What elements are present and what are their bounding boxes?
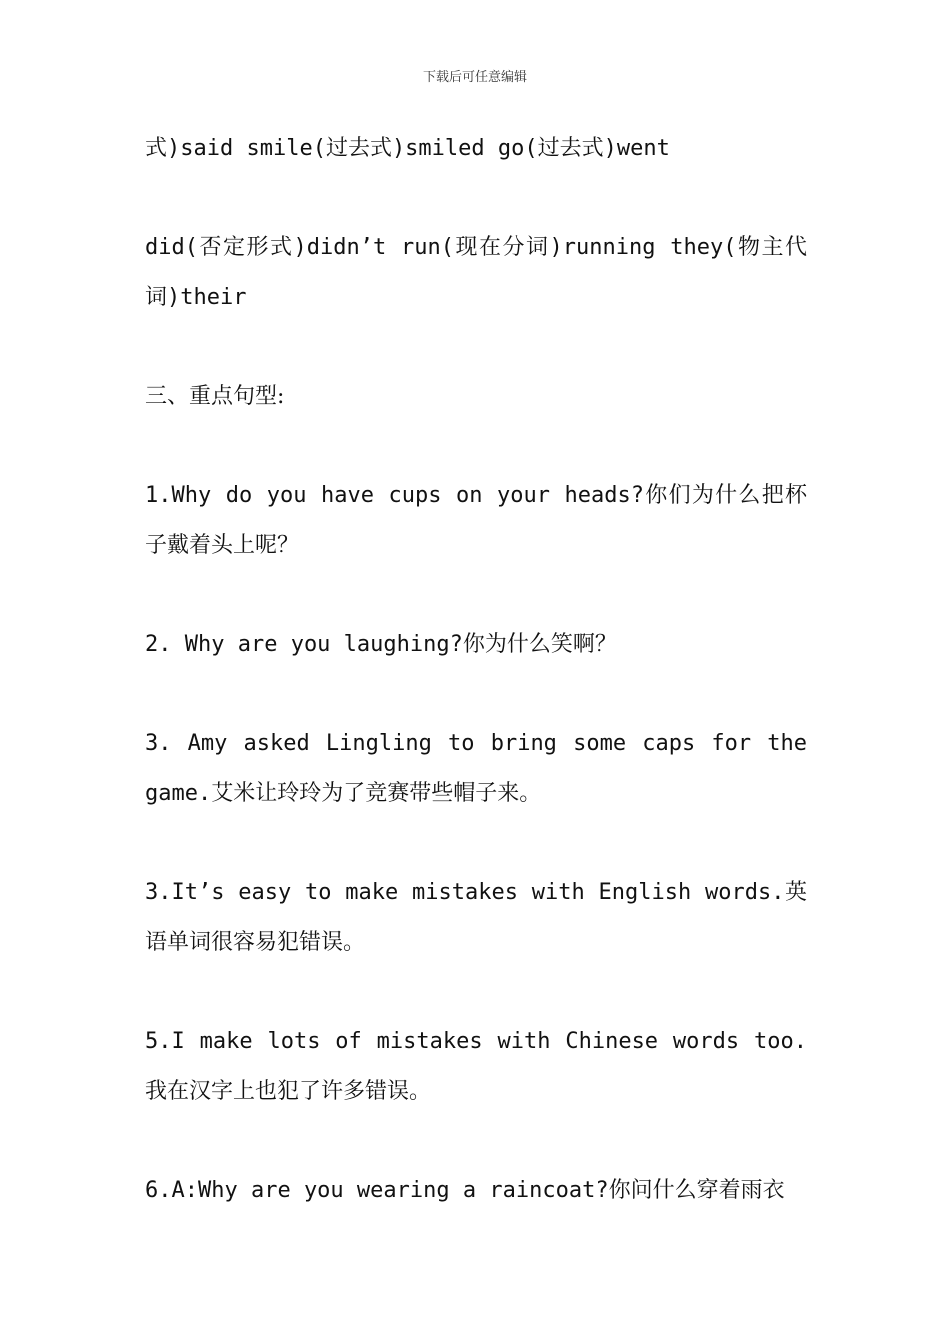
- sentence-item-2: 2. Why are you laughing?你为什么笑啊？: [145, 632, 617, 657]
- sentence-item-5: 5.I make lots of mistakes with Chinese words too.我在汉字上也犯了许多错误。: [145, 1029, 807, 1104]
- page-header: 下载后可任意编辑: [422, 70, 527, 85]
- sentence-item-3a: 3. Amy asked Lingling to bring some caps for the game.艾米让玲玲为了竞赛带些帽子来。: [145, 731, 807, 806]
- document-body: [145, 124, 807, 1265]
- sentence-item-6: 6.A:Why are you wearing a raincoat?你问什么穿着雨衣: [145, 1178, 785, 1203]
- sentence-item-3b: 3.It’s easy to make mistakes with English words.英语单词很容易犯错误。: [145, 880, 807, 955]
- sentence-item-1: 1.Why do you have cups on your heads?你们为什么把杯子戴着头上呢？: [145, 483, 807, 558]
- paragraph-past-tense-forms: 式)said smile(过去式)smiled go(过去式)went: [145, 136, 670, 161]
- paragraph-word-forms: did(否定形式)didn’t run(现在分词)running they(物主代词)their: [145, 235, 807, 310]
- section-heading-key-sentences: 三、重点句型:: [145, 384, 285, 409]
